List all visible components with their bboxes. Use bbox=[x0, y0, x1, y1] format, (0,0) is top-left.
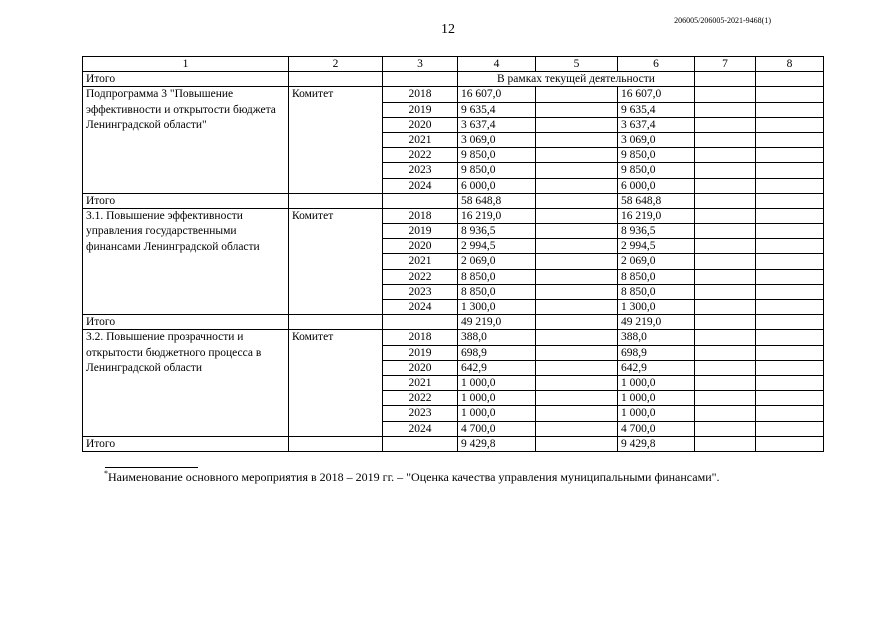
footnote-text: Наименование основного мероприятия в 2018 – 2019 гг. – "Оценка качества управления муниципальными финансами". bbox=[108, 470, 720, 484]
amount-col6: 2 069,0 bbox=[618, 254, 695, 269]
total-row bbox=[83, 436, 824, 451]
col8-cell bbox=[756, 102, 824, 117]
amount-col6: 8 936,5 bbox=[618, 224, 695, 239]
amount-col6: 16 219,0 bbox=[618, 208, 695, 223]
col7-cell bbox=[695, 132, 756, 147]
amount-col4: 1 000,0 bbox=[458, 391, 536, 406]
col5-cell bbox=[536, 300, 618, 315]
col5-cell bbox=[536, 254, 618, 269]
amount-col6: 3 069,0 bbox=[618, 132, 695, 147]
amount-col4: 9 850,0 bbox=[458, 148, 536, 163]
year-cell: 2023 bbox=[383, 163, 458, 178]
col8-cell bbox=[756, 87, 824, 102]
amount-col6: 698,9 bbox=[618, 345, 695, 360]
col5-cell bbox=[536, 117, 618, 132]
col5-cell bbox=[536, 87, 618, 102]
year-cell: 2023 bbox=[383, 284, 458, 299]
year-cell: 2020 bbox=[383, 360, 458, 375]
col5-cell bbox=[536, 284, 618, 299]
col8-cell bbox=[756, 330, 824, 345]
amount-col4: 3 637,4 bbox=[458, 117, 536, 132]
col7-cell bbox=[695, 163, 756, 178]
col8-cell bbox=[756, 224, 824, 239]
amount-col4: 388,0 bbox=[458, 330, 536, 345]
section-title: 3.2. Повышение прозрачности и открытости бюджетного процесса в Ленинградской области bbox=[83, 330, 289, 436]
year-cell: 2024 bbox=[383, 421, 458, 436]
year-cell: 2022 bbox=[383, 148, 458, 163]
col7-cell bbox=[695, 406, 756, 421]
col8-cell bbox=[756, 132, 824, 147]
amount-col4: 2 069,0 bbox=[458, 254, 536, 269]
amount-col6: 2 994,5 bbox=[618, 239, 695, 254]
total-col6: 49 219,0 bbox=[618, 315, 695, 330]
amount-col6: 388,0 bbox=[618, 330, 695, 345]
col8-cell bbox=[756, 360, 824, 375]
amount-col6: 1 300,0 bbox=[618, 300, 695, 315]
year-cell: 2021 bbox=[383, 375, 458, 390]
amount-col4: 16 607,0 bbox=[458, 87, 536, 102]
col7-cell bbox=[695, 391, 756, 406]
col5-cell bbox=[536, 391, 618, 406]
col5-cell bbox=[536, 178, 618, 193]
col5-cell bbox=[536, 239, 618, 254]
col7-cell bbox=[695, 87, 756, 102]
col7-cell bbox=[695, 284, 756, 299]
table-body bbox=[83, 57, 824, 452]
col5-cell bbox=[536, 345, 618, 360]
year-cell: 2021 bbox=[383, 254, 458, 269]
col8-cell bbox=[756, 208, 824, 223]
header-cell: 7 bbox=[695, 57, 756, 72]
total-label: Итого bbox=[83, 436, 289, 451]
amount-col4: 8 850,0 bbox=[458, 284, 536, 299]
col5-cell bbox=[536, 269, 618, 284]
col8-cell bbox=[756, 178, 824, 193]
col8-cell bbox=[756, 345, 824, 360]
year-cell: 2018 bbox=[383, 330, 458, 345]
amount-col4: 3 069,0 bbox=[458, 132, 536, 147]
itogo-current-activity-row bbox=[83, 72, 824, 87]
amount-col6: 4 700,0 bbox=[618, 421, 695, 436]
col5-cell bbox=[536, 163, 618, 178]
year-row bbox=[83, 208, 824, 223]
year-cell: 2020 bbox=[383, 117, 458, 132]
col8-cell bbox=[756, 269, 824, 284]
col7-cell bbox=[695, 269, 756, 284]
col7-cell bbox=[695, 117, 756, 132]
amount-col4: 9 635,4 bbox=[458, 102, 536, 117]
year-cell: 2019 bbox=[383, 224, 458, 239]
year-cell: 2022 bbox=[383, 269, 458, 284]
footnote bbox=[104, 469, 720, 485]
col8-cell bbox=[756, 375, 824, 390]
header-cell: 6 bbox=[618, 57, 695, 72]
section-title: 3.1. Повышение эффективности управления государственными финансами Ленинградской области bbox=[83, 208, 289, 314]
col7-cell bbox=[695, 345, 756, 360]
col8-cell bbox=[756, 300, 824, 315]
executor: Комитет bbox=[289, 208, 383, 314]
amount-col4: 8 850,0 bbox=[458, 269, 536, 284]
header-cell: 8 bbox=[756, 57, 824, 72]
header-cell: 5 bbox=[536, 57, 618, 72]
col8-cell bbox=[756, 391, 824, 406]
section-title: Подпрограмма 3 "Повышение эффективности и открытости бюджета Ленинградской области" bbox=[83, 87, 289, 193]
amount-col4: 6 000,0 bbox=[458, 178, 536, 193]
amount-col4: 1 300,0 bbox=[458, 300, 536, 315]
amount-col6: 8 850,0 bbox=[618, 269, 695, 284]
amount-col6: 9 850,0 bbox=[618, 148, 695, 163]
year-cell: 2024 bbox=[383, 178, 458, 193]
col8-cell bbox=[756, 163, 824, 178]
footnote-marker: * bbox=[104, 469, 108, 478]
total-label: Итого bbox=[83, 193, 289, 208]
total-label: Итого bbox=[83, 315, 289, 330]
total-col4: 49 219,0 bbox=[458, 315, 536, 330]
page-number: 12 bbox=[441, 22, 455, 37]
col7-cell bbox=[695, 375, 756, 390]
col7-cell bbox=[695, 421, 756, 436]
col5-cell bbox=[536, 102, 618, 117]
executor: Комитет bbox=[289, 330, 383, 436]
amount-col6: 1 000,0 bbox=[618, 375, 695, 390]
amount-col4: 16 219,0 bbox=[458, 208, 536, 223]
current-activity-cell: В рамках текущей деятельности bbox=[458, 72, 695, 87]
amount-col4: 1 000,0 bbox=[458, 406, 536, 421]
amount-col4: 9 850,0 bbox=[458, 163, 536, 178]
header-cell: 3 bbox=[383, 57, 458, 72]
year-row bbox=[83, 330, 824, 345]
amount-col4: 698,9 bbox=[458, 345, 536, 360]
total-row bbox=[83, 315, 824, 330]
total-col6: 9 429,8 bbox=[618, 436, 695, 451]
year-cell: 2024 bbox=[383, 300, 458, 315]
col7-cell bbox=[695, 239, 756, 254]
amount-col6: 1 000,0 bbox=[618, 391, 695, 406]
col7-cell bbox=[695, 360, 756, 375]
amount-col6: 9 850,0 bbox=[618, 163, 695, 178]
amount-col4: 2 994,5 bbox=[458, 239, 536, 254]
amount-col6: 1 000,0 bbox=[618, 406, 695, 421]
row-label: Итого bbox=[83, 72, 289, 87]
col5-cell bbox=[536, 330, 618, 345]
col5-cell bbox=[536, 148, 618, 163]
col8-cell bbox=[756, 239, 824, 254]
year-cell: 2023 bbox=[383, 406, 458, 421]
year-cell: 2021 bbox=[383, 132, 458, 147]
col5-cell bbox=[536, 132, 618, 147]
year-cell: 2018 bbox=[383, 87, 458, 102]
year-cell: 2019 bbox=[383, 345, 458, 360]
col7-cell bbox=[695, 254, 756, 269]
total-col4: 58 648,8 bbox=[458, 193, 536, 208]
col8-cell bbox=[756, 117, 824, 132]
budget-table bbox=[82, 56, 824, 452]
executor: Комитет bbox=[289, 87, 383, 193]
col7-cell bbox=[695, 330, 756, 345]
amount-col6: 9 635,4 bbox=[618, 102, 695, 117]
header-cell: 2 bbox=[289, 57, 383, 72]
amount-col6: 3 637,4 bbox=[618, 117, 695, 132]
col5-cell bbox=[536, 375, 618, 390]
col8-cell bbox=[756, 421, 824, 436]
col5-cell bbox=[536, 208, 618, 223]
col7-cell bbox=[695, 300, 756, 315]
amount-col6: 6 000,0 bbox=[618, 178, 695, 193]
col8-cell bbox=[756, 254, 824, 269]
col5-cell bbox=[536, 224, 618, 239]
col8-cell bbox=[756, 406, 824, 421]
footnote-rule bbox=[105, 467, 198, 468]
amount-col6: 8 850,0 bbox=[618, 284, 695, 299]
col5-cell bbox=[536, 421, 618, 436]
year-cell: 2022 bbox=[383, 391, 458, 406]
amount-col4: 642,9 bbox=[458, 360, 536, 375]
year-row bbox=[83, 87, 824, 102]
col8-cell bbox=[756, 148, 824, 163]
col5-cell bbox=[536, 360, 618, 375]
col7-cell bbox=[695, 178, 756, 193]
col5-cell bbox=[536, 406, 618, 421]
amount-col4: 8 936,5 bbox=[458, 224, 536, 239]
year-cell: 2019 bbox=[383, 102, 458, 117]
header-row bbox=[83, 57, 824, 72]
col7-cell bbox=[695, 208, 756, 223]
total-col4: 9 429,8 bbox=[458, 436, 536, 451]
total-col6: 58 648,8 bbox=[618, 193, 695, 208]
col7-cell bbox=[695, 102, 756, 117]
col7-cell bbox=[695, 224, 756, 239]
total-row bbox=[83, 193, 824, 208]
amount-col4: 1 000,0 bbox=[458, 375, 536, 390]
year-cell: 2018 bbox=[383, 208, 458, 223]
amount-col6: 16 607,0 bbox=[618, 87, 695, 102]
col8-cell bbox=[756, 284, 824, 299]
amount-col4: 4 700,0 bbox=[458, 421, 536, 436]
document-code: 206005/206005-2021-9468(1) bbox=[674, 16, 771, 25]
year-cell: 2020 bbox=[383, 239, 458, 254]
header-cell: 1 bbox=[83, 57, 289, 72]
header-cell: 4 bbox=[458, 57, 536, 72]
amount-col6: 642,9 bbox=[618, 360, 695, 375]
col7-cell bbox=[695, 148, 756, 163]
